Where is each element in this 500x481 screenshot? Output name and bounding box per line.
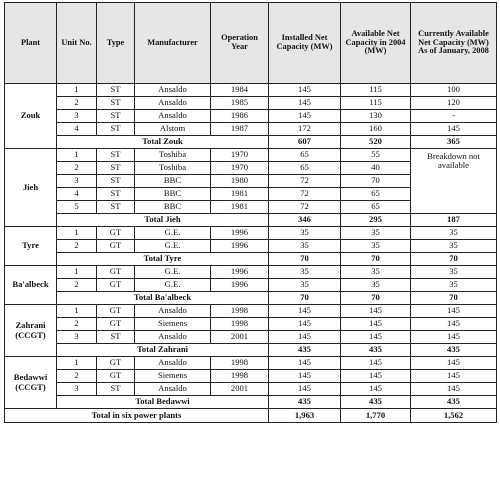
unit-no-cell: 5: [57, 201, 97, 214]
operation-year-cell: 1970: [211, 162, 269, 175]
header-current-capacity: Currently Available Net Capacity (MW) As of January, 2008: [411, 3, 497, 84]
type-cell: ST: [97, 188, 135, 201]
manufacturer-cell: Ansaldo: [135, 305, 211, 318]
available-2004-cell: 145: [341, 331, 411, 344]
type-cell: ST: [97, 84, 135, 97]
available-2004-cell: 65: [341, 201, 411, 214]
available-2004-cell: 145: [341, 370, 411, 383]
manufacturer-cell: BBC: [135, 201, 211, 214]
table-row: [5, 357, 497, 370]
plant-total-available-2004: 70: [341, 292, 411, 305]
available-2004-cell: 35: [341, 279, 411, 292]
manufacturer-cell: Toshiba: [135, 149, 211, 162]
operation-year-cell: 1996: [211, 266, 269, 279]
unit-no-cell: 3: [57, 110, 97, 123]
operation-year-cell: 1996: [211, 227, 269, 240]
plant-total-current: 70: [411, 292, 497, 305]
current-capacity-cell: 35: [411, 266, 497, 279]
type-cell: ST: [97, 97, 135, 110]
installed-capacity-cell: 65: [269, 162, 341, 175]
installed-capacity-cell: 72: [269, 175, 341, 188]
type-cell: ST: [97, 110, 135, 123]
installed-capacity-cell: 145: [269, 370, 341, 383]
plant-name-cell: [5, 305, 57, 357]
type-cell: ST: [97, 383, 135, 396]
type-cell: GT: [97, 266, 135, 279]
plant-total-available-2004: 295: [341, 214, 411, 227]
grand-total-label: Total in six power plants: [5, 409, 269, 423]
table-row: [5, 370, 497, 383]
available-2004-cell: 35: [341, 266, 411, 279]
operation-year-cell: 1984: [211, 84, 269, 97]
installed-capacity-cell: 72: [269, 201, 341, 214]
grand-total-available-2004: 1,770: [341, 409, 411, 423]
plant-name: Zahrani: [15, 320, 46, 331]
unit-no-cell: 3: [57, 331, 97, 344]
header-manufacturer: Manufacturer: [135, 3, 211, 84]
type-cell: ST: [97, 162, 135, 175]
available-2004-cell: 145: [341, 305, 411, 318]
available-2004-cell: 35: [341, 227, 411, 240]
plant-total-current: 187: [411, 214, 497, 227]
installed-capacity-cell: 145: [269, 331, 341, 344]
table-row: [5, 97, 497, 110]
table-body: [5, 84, 497, 423]
available-2004-cell: 55: [341, 149, 411, 162]
installed-capacity-cell: 172: [269, 123, 341, 136]
plant-name-cell: [5, 357, 57, 409]
operation-year-cell: 1985: [211, 97, 269, 110]
breakdown-note-cell: Breakdown not available: [411, 149, 497, 214]
manufacturer-cell: Ansaldo: [135, 84, 211, 97]
table-row: [5, 305, 497, 318]
plant-total-row: [5, 253, 497, 266]
unit-no-cell: 2: [57, 97, 97, 110]
manufacturer-cell: BBC: [135, 175, 211, 188]
manufacturer-cell: Ansaldo: [135, 383, 211, 396]
current-capacity-cell: 35: [411, 279, 497, 292]
manufacturer-cell: Siemens: [135, 370, 211, 383]
plant-name: Bedawwi: [13, 372, 48, 383]
operation-year-cell: 1998: [211, 318, 269, 331]
type-cell: ST: [97, 175, 135, 188]
manufacturer-cell: Ansaldo: [135, 331, 211, 344]
plant-name-cell: [5, 149, 57, 227]
header-unit-no: Unit No.: [57, 3, 97, 84]
unit-no-cell: 2: [57, 162, 97, 175]
type-cell: GT: [97, 318, 135, 331]
unit-no-cell: 1: [57, 227, 97, 240]
installed-capacity-cell: 145: [269, 318, 341, 331]
unit-no-cell: 4: [57, 188, 97, 201]
manufacturer-cell: G.E.: [135, 227, 211, 240]
unit-no-cell: 4: [57, 123, 97, 136]
installed-capacity-cell: 65: [269, 149, 341, 162]
manufacturer-cell: Ansaldo: [135, 97, 211, 110]
plant-name-cell: [5, 84, 57, 149]
installed-capacity-cell: 35: [269, 266, 341, 279]
table-row: [5, 279, 497, 292]
manufacturer-cell: G.E.: [135, 266, 211, 279]
unit-no-cell: 2: [57, 318, 97, 331]
available-2004-cell: 145: [341, 383, 411, 396]
plant-total-current: 365: [411, 136, 497, 149]
plant-total-row: [5, 396, 497, 409]
plant-total-installed: 70: [269, 253, 341, 266]
plant-total-row: [5, 136, 497, 149]
plant-total-label: Total Zahrani: [57, 344, 269, 357]
unit-no-cell: 3: [57, 175, 97, 188]
type-cell: ST: [97, 201, 135, 214]
operation-year-cell: 2001: [211, 383, 269, 396]
type-cell: GT: [97, 305, 135, 318]
plant-total-installed: 607: [269, 136, 341, 149]
plant-name-cell: [5, 266, 57, 305]
unit-no-cell: 1: [57, 305, 97, 318]
unit-no-cell: 2: [57, 240, 97, 253]
available-2004-cell: 145: [341, 318, 411, 331]
plant-name: Ba'albeck: [12, 279, 49, 290]
header-row: [5, 3, 497, 84]
operation-year-cell: 1996: [211, 240, 269, 253]
operation-year-cell: 1996: [211, 279, 269, 292]
plant-total-current: 435: [411, 344, 497, 357]
type-cell: ST: [97, 331, 135, 344]
available-2004-cell: 145: [341, 357, 411, 370]
operation-year-cell: 1998: [211, 305, 269, 318]
type-cell: GT: [97, 227, 135, 240]
header-available-2004: Available Net Capacity in 2004 (MW): [341, 3, 411, 84]
unit-no-cell: 1: [57, 266, 97, 279]
manufacturer-cell: Toshiba: [135, 162, 211, 175]
available-2004-cell: 115: [341, 84, 411, 97]
manufacturer-cell: Ansaldo: [135, 110, 211, 123]
header-plant: Plant: [5, 3, 57, 84]
current-capacity-cell: -: [411, 110, 497, 123]
plant-name: Tyre: [22, 240, 39, 251]
available-2004-cell: 115: [341, 97, 411, 110]
installed-capacity-cell: 145: [269, 357, 341, 370]
table-row: [5, 227, 497, 240]
type-cell: GT: [97, 279, 135, 292]
current-capacity-cell: 145: [411, 305, 497, 318]
plant-total-label: Total Ba'albeck: [57, 292, 269, 305]
current-capacity-cell: 145: [411, 383, 497, 396]
table-row: [5, 110, 497, 123]
plant-total-current: 435: [411, 396, 497, 409]
operation-year-cell: 1986: [211, 110, 269, 123]
available-2004-cell: 65: [341, 188, 411, 201]
manufacturer-cell: Siemens: [135, 318, 211, 331]
current-capacity-cell: 145: [411, 370, 497, 383]
plant-total-row: [5, 344, 497, 357]
table-row: [5, 84, 497, 97]
plant-total-installed: 435: [269, 396, 341, 409]
unit-no-cell: 2: [57, 370, 97, 383]
grand-total-installed: 1,963: [269, 409, 341, 423]
table-row: [5, 266, 497, 279]
manufacturer-cell: BBC: [135, 188, 211, 201]
current-capacity-cell: 120: [411, 97, 497, 110]
grand-total-current: 1,562: [411, 409, 497, 423]
installed-capacity-cell: 145: [269, 84, 341, 97]
plant-total-available-2004: 70: [341, 253, 411, 266]
plant-total-label: Total Jieh: [57, 214, 269, 227]
available-2004-cell: 130: [341, 110, 411, 123]
plant-total-available-2004: 435: [341, 396, 411, 409]
manufacturer-cell: Alstom: [135, 123, 211, 136]
installed-capacity-cell: 35: [269, 279, 341, 292]
installed-capacity-cell: 145: [269, 110, 341, 123]
table-row: [5, 331, 497, 344]
type-cell: ST: [97, 123, 135, 136]
grand-total-row: [5, 409, 497, 423]
power-plant-capacity-table: [4, 2, 497, 423]
installed-capacity-cell: 35: [269, 227, 341, 240]
header-type: Type: [97, 3, 135, 84]
available-2004-cell: 35: [341, 240, 411, 253]
plant-name: (CCGT): [15, 381, 46, 392]
plant-total-label: Total Tyre: [57, 253, 269, 266]
plant-total-installed: 435: [269, 344, 341, 357]
table-row: [5, 149, 497, 162]
type-cell: GT: [97, 357, 135, 370]
capacity-table-container: [4, 2, 496, 423]
unit-no-cell: 1: [57, 357, 97, 370]
operation-year-cell: 1980: [211, 175, 269, 188]
operation-year-cell: 1987: [211, 123, 269, 136]
current-capacity-cell: 145: [411, 331, 497, 344]
plant-total-installed: 346: [269, 214, 341, 227]
installed-capacity-cell: 145: [269, 383, 341, 396]
plant-total-row: [5, 292, 497, 305]
installed-capacity-cell: 145: [269, 97, 341, 110]
available-2004-cell: 70: [341, 175, 411, 188]
plant-total-current: 70: [411, 253, 497, 266]
plant-name: Jieh: [22, 181, 39, 192]
operation-year-cell: 1998: [211, 357, 269, 370]
installed-capacity-cell: 145: [269, 305, 341, 318]
table-row: [5, 123, 497, 136]
manufacturer-cell: G.E.: [135, 279, 211, 292]
type-cell: ST: [97, 149, 135, 162]
unit-no-cell: 1: [57, 84, 97, 97]
manufacturer-cell: G.E.: [135, 240, 211, 253]
operation-year-cell: 2001: [211, 331, 269, 344]
available-2004-cell: 160: [341, 123, 411, 136]
table-row: [5, 240, 497, 253]
plant-name: Zouk: [20, 110, 41, 121]
unit-no-cell: 1: [57, 149, 97, 162]
current-capacity-cell: 35: [411, 227, 497, 240]
table-row: [5, 318, 497, 331]
operation-year-cell: 1981: [211, 201, 269, 214]
plant-total-label: Total Zouk: [57, 136, 269, 149]
installed-capacity-cell: 35: [269, 240, 341, 253]
plant-name-cell: [5, 227, 57, 266]
available-2004-cell: 40: [341, 162, 411, 175]
type-cell: GT: [97, 240, 135, 253]
operation-year-cell: 1981: [211, 188, 269, 201]
unit-no-cell: 3: [57, 383, 97, 396]
operation-year-cell: 1970: [211, 149, 269, 162]
current-capacity-cell: 35: [411, 240, 497, 253]
current-capacity-cell: 145: [411, 318, 497, 331]
unit-no-cell: 2: [57, 279, 97, 292]
current-capacity-cell: 100: [411, 84, 497, 97]
current-capacity-cell: 145: [411, 123, 497, 136]
plant-total-installed: 70: [269, 292, 341, 305]
header-operation-year: Operation Year: [211, 3, 269, 84]
plant-total-label: Total Bedawwi: [57, 396, 269, 409]
installed-capacity-cell: 72: [269, 188, 341, 201]
plant-total-row: [5, 214, 497, 227]
table-row: [5, 383, 497, 396]
header-installed-capacity: Installed Net Capacity (MW): [269, 3, 341, 84]
manufacturer-cell: Ansaldo: [135, 357, 211, 370]
plant-name: (CCGT): [15, 329, 46, 340]
type-cell: GT: [97, 370, 135, 383]
plant-total-available-2004: 435: [341, 344, 411, 357]
operation-year-cell: 1998: [211, 370, 269, 383]
current-capacity-cell: 145: [411, 357, 497, 370]
plant-total-available-2004: 520: [341, 136, 411, 149]
